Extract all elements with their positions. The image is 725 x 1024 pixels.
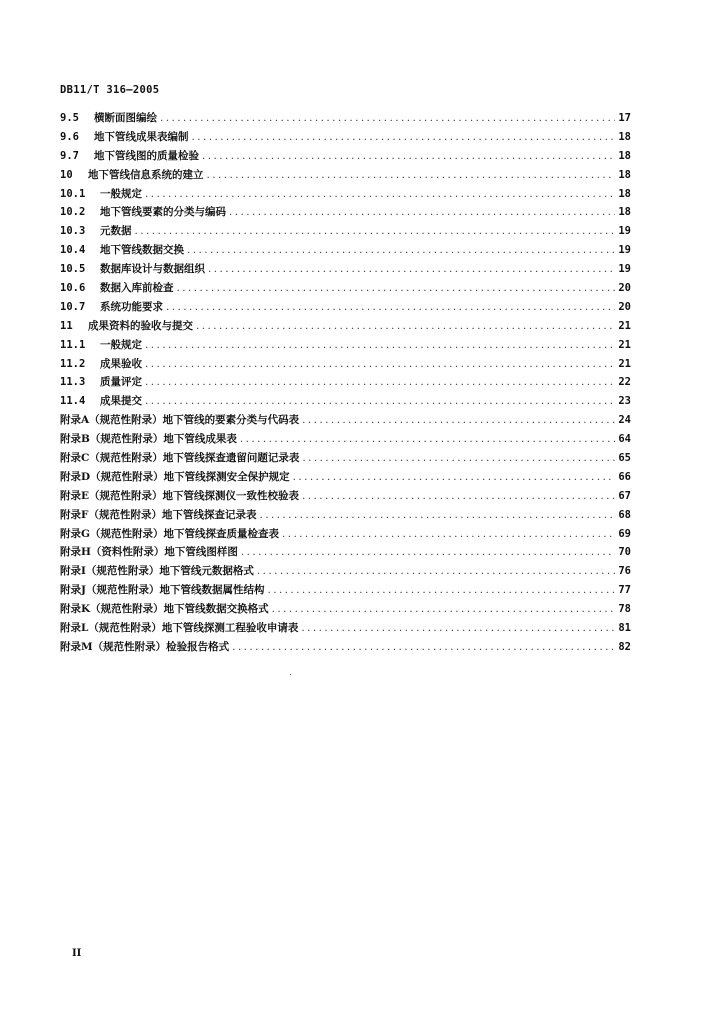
toc-entry-page: 81 bbox=[618, 622, 631, 635]
toc-leader-dots bbox=[241, 546, 615, 558]
toc-entry-page: 18 bbox=[618, 130, 631, 143]
toc-entry bbox=[60, 299, 631, 318]
toc-entry-number: 10.3 bbox=[60, 225, 86, 238]
toc-entry bbox=[60, 412, 631, 431]
toc-entry bbox=[60, 356, 631, 375]
toc-entry-number: 9.5 bbox=[60, 112, 79, 124]
toc-leader-dots bbox=[177, 282, 616, 294]
toc-entry bbox=[60, 431, 631, 450]
toc-entry-page: 76 bbox=[618, 565, 631, 578]
toc-entry-title: 数据入库前检查 bbox=[100, 282, 174, 295]
toc-entry-page: 66 bbox=[618, 470, 631, 483]
toc-leader-dots bbox=[145, 395, 615, 407]
toc-entry-title: 地下管线数据交换 bbox=[100, 244, 184, 257]
toc-leader-dots bbox=[196, 320, 615, 332]
toc-entry-title: 附录B（规范性附录）地下管线成果表 bbox=[60, 433, 237, 446]
standard-code-header: DB11/T 316—2005 bbox=[60, 84, 160, 96]
toc-leader-dots bbox=[257, 565, 615, 577]
toc-entry-page: 19 bbox=[618, 263, 631, 276]
toc-leader-dots bbox=[302, 414, 615, 426]
stray-dot bbox=[290, 674, 291, 675]
toc-entry-title: 数据库设计与数据组织 bbox=[100, 263, 205, 276]
toc-entry-title: 附录J（规范性附录）地下管线数据属性结构 bbox=[60, 584, 265, 597]
toc-leader-dots bbox=[293, 471, 616, 483]
toc-entry-page: 77 bbox=[618, 584, 631, 597]
toc-entry bbox=[60, 393, 631, 412]
toc-leader-dots bbox=[301, 622, 615, 634]
toc-entry bbox=[60, 223, 631, 242]
toc-entry-number: 10.4 bbox=[60, 244, 86, 257]
toc-leader-dots bbox=[145, 188, 615, 200]
toc-entry-title: 地下管线信息系统的建立 bbox=[88, 168, 204, 181]
toc-entry-page: 20 bbox=[618, 282, 631, 295]
toc-leader-dots bbox=[232, 641, 615, 653]
toc-entry-title: 附录H（资料性附录）地下管线图样图 bbox=[60, 546, 238, 559]
toc-entry-title: 一般规定 bbox=[100, 338, 142, 351]
toc-entry-title: 地下管线成果表编制 bbox=[94, 130, 189, 143]
toc-entry-title: 成果验收 bbox=[100, 357, 142, 370]
toc-entry-page: 23 bbox=[618, 395, 631, 408]
toc-entry-title: 系统功能要求 bbox=[100, 300, 163, 313]
toc-leader-dots bbox=[259, 509, 615, 521]
toc-entry bbox=[60, 374, 631, 393]
toc-entry-number: 10.5 bbox=[60, 263, 86, 276]
toc-entry-number: 10.2 bbox=[60, 206, 86, 219]
toc-entry-title: 质量评定 bbox=[100, 376, 142, 389]
toc-entry-number: 9.6 bbox=[60, 130, 79, 143]
toc-entry-title: 附录D（规范性附录）地下管线探测安全保护规定 bbox=[60, 470, 290, 483]
toc-entry-page: 64 bbox=[618, 433, 631, 446]
toc-entry-page: 19 bbox=[618, 244, 631, 257]
toc-entry-page: 20 bbox=[618, 300, 631, 313]
toc-entry-title: 附录C（规范性附录）地下管线探查遗留问题记录表 bbox=[60, 452, 300, 465]
toc-entry-page: 24 bbox=[618, 414, 631, 427]
toc-entry-title: 附录A（规范性附录）地下管线的要素分类与代码表 bbox=[60, 414, 300, 427]
toc-entry-page: 82 bbox=[618, 640, 631, 653]
toc-leader-dots bbox=[187, 244, 615, 256]
toc-leader-dots bbox=[208, 263, 615, 275]
toc-entry-title: 附录G（规范性附录）地下管线探查质量检查表 bbox=[60, 527, 279, 540]
toc-entry-title: 附录I（规范性附录）地下管线元数据格式 bbox=[60, 565, 254, 578]
toc-entry-title: 附录K（规范性附录）地下管线数据交换格式 bbox=[60, 603, 269, 616]
toc-entry-number: 11.4 bbox=[60, 395, 86, 408]
toc-entry-number: 10.7 bbox=[60, 300, 86, 313]
toc-leader-dots bbox=[145, 358, 615, 370]
toc-entry-number: 10 bbox=[60, 168, 73, 181]
toc-entry-page: 18 bbox=[618, 149, 631, 162]
toc-entry-number: 11.3 bbox=[60, 376, 86, 389]
toc-leader-dots bbox=[240, 433, 615, 445]
toc-entry-page: 67 bbox=[618, 489, 631, 502]
toc-entry-page: 17 bbox=[618, 112, 631, 124]
toc-entry-page: 68 bbox=[618, 508, 631, 521]
toc-entry-page: 18 bbox=[618, 187, 631, 200]
toc-entry-title: 附录L（规范性附录）地下管线探测工程验收申请表 bbox=[60, 622, 299, 635]
toc-entry bbox=[60, 261, 631, 280]
table-of-contents bbox=[60, 110, 631, 658]
toc-entry bbox=[60, 639, 631, 658]
toc-leader-dots bbox=[202, 150, 615, 162]
toc-leader-dots bbox=[192, 131, 616, 143]
toc-leader-dots bbox=[229, 206, 615, 218]
toc-entry bbox=[60, 167, 631, 186]
toc-entry bbox=[60, 110, 631, 129]
toc-entry bbox=[60, 318, 631, 337]
page-number-roman: II bbox=[72, 948, 82, 959]
toc-entry-title: 附录M（规范性附录）检验报告格式 bbox=[60, 640, 230, 653]
toc-entry bbox=[60, 488, 631, 507]
toc-entry-title: 一般规定 bbox=[100, 187, 142, 200]
toc-entry-title: 成果资料的验收与提交 bbox=[88, 319, 193, 332]
toc-entry-page: 19 bbox=[618, 225, 631, 238]
toc-entry bbox=[60, 526, 631, 545]
toc-entry bbox=[60, 204, 631, 223]
toc-entry bbox=[60, 507, 631, 526]
toc-entry-page: 22 bbox=[618, 376, 631, 389]
toc-entry-number: 11 bbox=[60, 319, 73, 332]
toc-entry bbox=[60, 242, 631, 261]
toc-entry bbox=[60, 601, 631, 620]
toc-leader-dots bbox=[207, 169, 616, 181]
toc-entry-title: 横断面图编绘 bbox=[94, 112, 157, 124]
toc-entry bbox=[60, 563, 631, 582]
toc-entry-number: 10.6 bbox=[60, 282, 86, 295]
toc-leader-dots bbox=[302, 452, 615, 464]
toc-entry bbox=[60, 620, 631, 639]
toc-entry-title: 成果提交 bbox=[100, 395, 142, 408]
toc-leader-dots bbox=[267, 584, 615, 596]
toc-entry bbox=[60, 129, 631, 148]
toc-leader-dots bbox=[145, 339, 615, 351]
toc-leader-dots bbox=[145, 376, 615, 388]
toc-entry-page: 78 bbox=[618, 603, 631, 616]
toc-entry-page: 18 bbox=[618, 168, 631, 181]
toc-entry-title: 地下管线图的质量检验 bbox=[94, 149, 199, 162]
toc-entry bbox=[60, 544, 631, 563]
toc-leader-dots bbox=[282, 528, 615, 540]
toc-leader-dots bbox=[166, 301, 615, 313]
toc-entry bbox=[60, 582, 631, 601]
toc-entry-page: 21 bbox=[618, 319, 631, 332]
toc-entry-title: 地下管线要素的分类与编码 bbox=[100, 206, 226, 219]
toc-entry-number: 10.1 bbox=[60, 187, 86, 200]
toc-leader-dots bbox=[160, 112, 615, 124]
toc-entry-number: 9.7 bbox=[60, 149, 79, 162]
toc-entry-page: 21 bbox=[618, 338, 631, 351]
toc-entry-number: 11.1 bbox=[60, 338, 86, 351]
toc-entry bbox=[60, 186, 631, 205]
toc-leader-dots bbox=[302, 490, 615, 502]
toc-entry-title: 附录F（规范性附录）地下管线探查记录表 bbox=[60, 508, 257, 521]
toc-entry bbox=[60, 450, 631, 469]
toc-entry bbox=[60, 337, 631, 356]
toc-leader-dots bbox=[135, 225, 616, 237]
toc-entry bbox=[60, 148, 631, 167]
toc-entry-number: 11.2 bbox=[60, 357, 86, 370]
toc-entry-page: 18 bbox=[618, 206, 631, 219]
toc-entry-page: 70 bbox=[618, 546, 631, 559]
toc-entry-page: 65 bbox=[618, 452, 631, 465]
toc-entry-title: 附录E（规范性附录）地下管线探测仪一致性校验表 bbox=[60, 489, 300, 502]
toc-leader-dots bbox=[272, 603, 616, 615]
toc-entry-title: 元数据 bbox=[100, 225, 132, 238]
toc-entry bbox=[60, 469, 631, 488]
toc-entry bbox=[60, 280, 631, 299]
toc-entry-page: 69 bbox=[618, 527, 631, 540]
toc-entry-page: 21 bbox=[618, 357, 631, 370]
